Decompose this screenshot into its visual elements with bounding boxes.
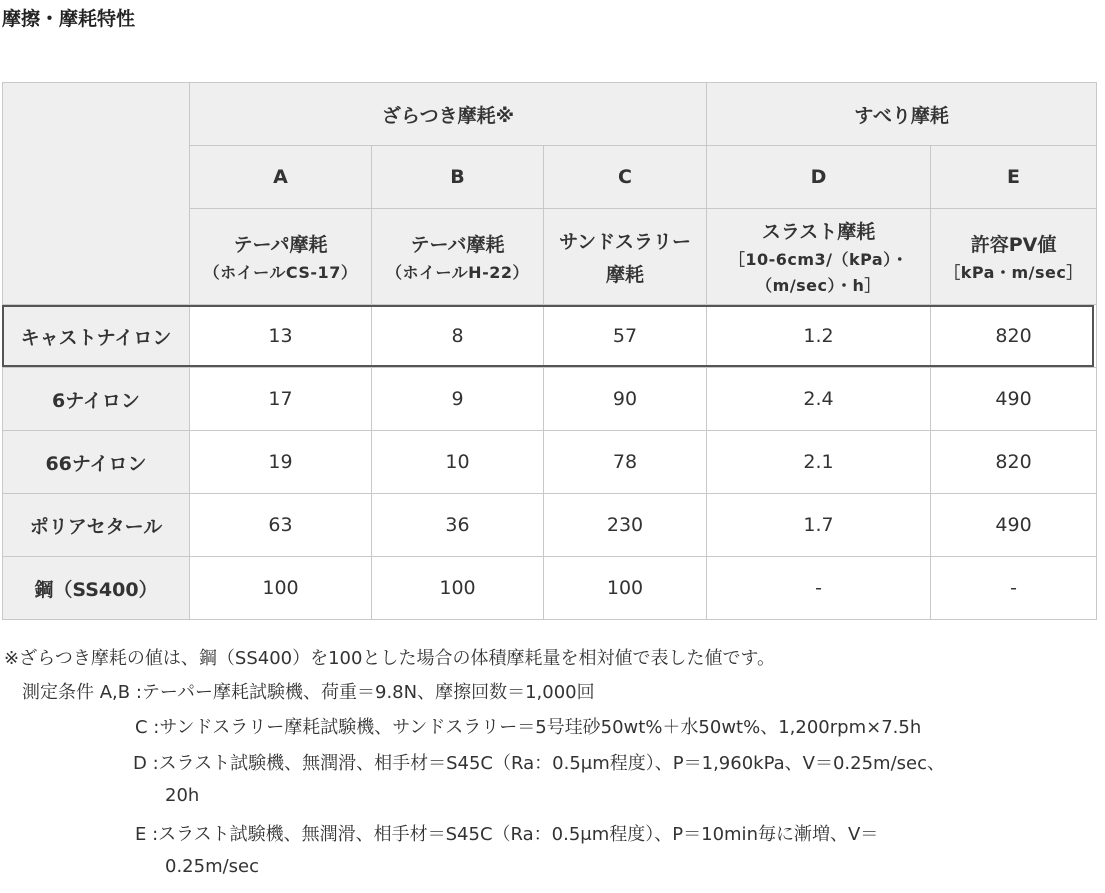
table-row <box>3 368 1097 431</box>
table-cell: 100 <box>190 557 372 620</box>
table-cell: 57 <box>544 305 707 368</box>
table-cell: 9 <box>372 368 544 431</box>
footnote-condition-e: E :スラスト試験機、無潤滑、相手材＝S45C（Ra：0.5μm程度）、P＝10min毎に漸増、V＝ <box>135 824 879 845</box>
column-letter-d: D <box>707 146 931 209</box>
column-header-title: 許容PV値 <box>970 234 1057 256</box>
column-header-subtitle: ［kPa・m/sec］ <box>944 263 1083 282</box>
footnote-rough-wear: ※ざらつき摩耗の値は、鋼（SS400）を100とした場合の体積摩耗量を相対値で表した値です。 <box>4 648 776 669</box>
group-header-rough-wear: ざらつき摩耗※ <box>190 83 707 146</box>
table-cell: - <box>707 557 931 620</box>
column-header-title: テーパ摩耗 <box>233 234 328 256</box>
friction-wear-table <box>2 82 1097 620</box>
table-cell: 78 <box>544 431 707 494</box>
table-cell: 490 <box>931 494 1097 557</box>
table-cell: 100 <box>544 557 707 620</box>
table-cell: 100 <box>372 557 544 620</box>
table-cell: 230 <box>544 494 707 557</box>
footnote-condition-c: C :サンドスラリー摩耗試験機、サンドスラリー＝5号珪砂50wt%＋水50wt%、1,200rpm×7.5h <box>135 717 922 738</box>
page-title: 摩擦・摩耗特性 <box>2 8 136 30</box>
row-label: ポリアセタール <box>3 494 190 557</box>
table-cell: 36 <box>372 494 544 557</box>
column-header-b <box>372 209 544 305</box>
row-label: 66ナイロン <box>3 431 190 494</box>
header-row-groups <box>3 83 1097 146</box>
column-letter-c: C <box>544 146 707 209</box>
table-row <box>3 431 1097 494</box>
column-header-title: テーバ摩耗 <box>410 234 505 256</box>
table-cell: - <box>931 557 1097 620</box>
column-header-d <box>707 209 931 305</box>
column-letter-e: E <box>931 146 1097 209</box>
column-header-subtitle-line2: （m/sec）・h］ <box>756 276 881 295</box>
row-label: 鋼（SS400） <box>3 557 190 620</box>
footnote-condition-d: D :スラスト試験機、無潤滑、相手材＝S45C（Ra：0.5μm程度）、P＝1,960kPa、V＝0.25m/sec、 <box>133 753 945 774</box>
table-row <box>3 557 1097 620</box>
table-row <box>3 305 1097 368</box>
column-header-title: サンドスラリー <box>559 230 691 253</box>
table-cell: 2.4 <box>707 368 931 431</box>
column-letter-a: A <box>190 146 372 209</box>
table-cell: 490 <box>931 368 1097 431</box>
table-cell: 1.7 <box>707 494 931 557</box>
table-cell: 10 <box>372 431 544 494</box>
table-cell: 2.1 <box>707 431 931 494</box>
table-cell: 90 <box>544 368 707 431</box>
table-cell: 17 <box>190 368 372 431</box>
column-header-title: スラスト摩耗 <box>761 221 876 243</box>
group-header-sliding-wear: すべり摩耗 <box>707 83 1097 146</box>
footnote-conditions-ab: 測定条件 A,B :テーパー摩耗試験機、荷重＝9.8N、摩擦回数＝1,000回 <box>22 682 595 703</box>
column-header-c <box>544 209 707 305</box>
table-row <box>3 494 1097 557</box>
table-cell: 820 <box>931 431 1097 494</box>
footnote-condition-e-cont: 0.25m/sec <box>165 856 260 877</box>
row-label: キャストナイロン <box>3 305 190 368</box>
column-header-e <box>931 209 1097 305</box>
footnote-condition-d-cont: 20h <box>165 785 200 806</box>
table-cell: 820 <box>931 305 1097 368</box>
table-cell: 1.2 <box>707 305 931 368</box>
column-header-subtitle: （ホイールH-22） <box>386 263 529 282</box>
table-cell: 8 <box>372 305 544 368</box>
column-letter-b: B <box>372 146 544 209</box>
column-header-subtitle: （ホイールCS-17） <box>203 263 358 282</box>
column-header-a <box>190 209 372 305</box>
row-label: 6ナイロン <box>3 368 190 431</box>
table-cell: 13 <box>190 305 372 368</box>
column-header-subtitle: ［10-6cm3/（kPa）・ <box>728 250 909 269</box>
table-cell: 63 <box>190 494 372 557</box>
header-corner-cell <box>3 83 190 305</box>
column-header-title-line2: 摩耗 <box>606 263 645 286</box>
table-cell: 19 <box>190 431 372 494</box>
